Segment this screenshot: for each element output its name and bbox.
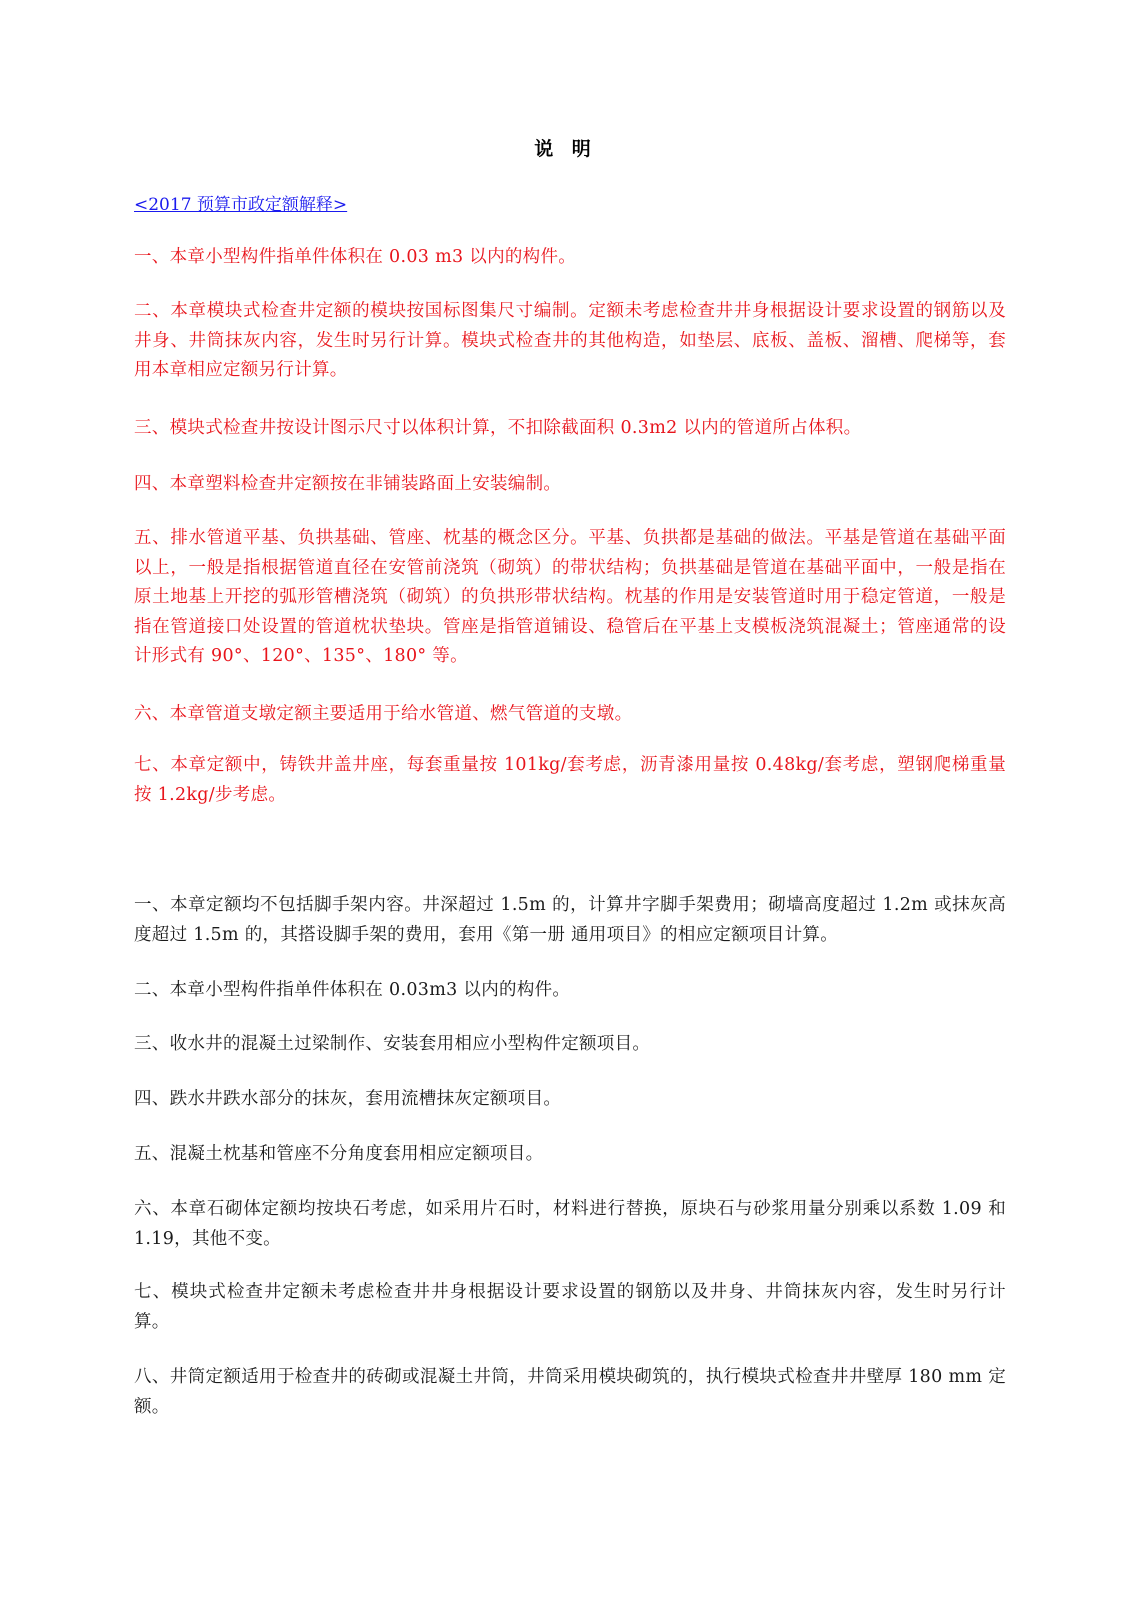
red-paragraph-2: 二、本章模块式检查井定额的模块按国标图集尺寸编制。定额未考虑检查井井身根据设计要求设置的钢筋以及井身、井筒抹灰内容，发生时另行计算。模块式检查井的其他构造，如垫层、底板、盖板、溜槽、爬梯等，套用本章相应定额另行计算。 — [134, 301, 1006, 380]
page-title: 说 明 — [534, 138, 597, 160]
red-paragraph-1: 一、本章小型构件指单件体积在 0.03 m3 以内的构件。 — [134, 247, 577, 267]
black-paragraph-4: 四、跌水井跌水部分的抹灰，套用流槽抹灰定额项目。 — [134, 1089, 562, 1109]
quota-explanation-link[interactable]: <2017 预算市政定额解释> — [134, 195, 348, 215]
red-paragraph-3: 三、模块式检查井按设计图示尺寸以体积计算，不扣除截面积 0.3m2 以内的管道所占体积。 — [134, 418, 862, 438]
red-paragraph-4: 四、本章塑料检查井定额按在非铺装路面上安装编制。 — [134, 474, 562, 494]
black-paragraph-6: 六、本章石砌体定额均按块石考虑，如采用片石时，材料进行替换，原块石与砂浆用量分别乘以系数 1.09 和 1.19，其他不变。 — [134, 1199, 1006, 1249]
black-paragraph-3: 三、收水井的混凝土过梁制作、安装套用相应小型构件定额项目。 — [134, 1034, 651, 1054]
red-paragraph-6: 六、本章管道支墩定额主要适用于给水管道、燃气管道的支墩。 — [134, 704, 633, 724]
red-paragraph-5: 五、排水管道平基、负拱基础、管座、枕基的概念区分。平基、负拱都是基础的做法。平基是管道在基础平面以上，一般是指根据管道直径在安管前浇筑（砌筑）的带状结构；负拱基础是管道在基础平面中，一般是指在原土地基上开挖的弧形管槽浇筑（砌筑）的负拱形带状结构。枕基的作用是安装管道时用于稳定管道，一般是指在管道接口处设置的管道枕状垫块。管座是指管道铺设、稳管后在平基上支模板浇筑混凝土；管座通常的设计形式有 90°、120°、135°、180° 等。 — [134, 528, 1006, 666]
black-paragraph-7: 七、模块式检查井定额未考虑检查井井身根据设计要求设置的钢筋以及井身、井筒抹灰内容，发生时另行计算。 — [134, 1282, 1006, 1332]
black-paragraph-8: 八、井筒定额适用于检查井的砖砌或混凝土井筒，井筒采用模块砌筑的，执行模块式检查井井壁厚 180 mm 定额。 — [134, 1367, 1006, 1417]
black-paragraph-1: 一、本章定额均不包括脚手架内容。井深超过 1.5m 的，计算井字脚手架费用；砌墙高度超过 1.2m 或抹灰高度超过 1.5m 的，其搭设脚手架的费用，套用《第一册 通用项目》的相应定额项目计算。 — [134, 895, 1006, 945]
black-paragraph-2: 二、本章小型构件指单件体积在 0.03m3 以内的构件。 — [134, 980, 571, 1000]
black-paragraph-5: 五、混凝土枕基和管座不分角度套用相应定额项目。 — [134, 1144, 544, 1164]
red-paragraph-7: 七、本章定额中，铸铁井盖井座，每套重量按 101kg/套考虑，沥青漆用量按 0.48kg/套考虑，塑钢爬梯重量按 1.2kg/步考虑。 — [134, 755, 1006, 805]
